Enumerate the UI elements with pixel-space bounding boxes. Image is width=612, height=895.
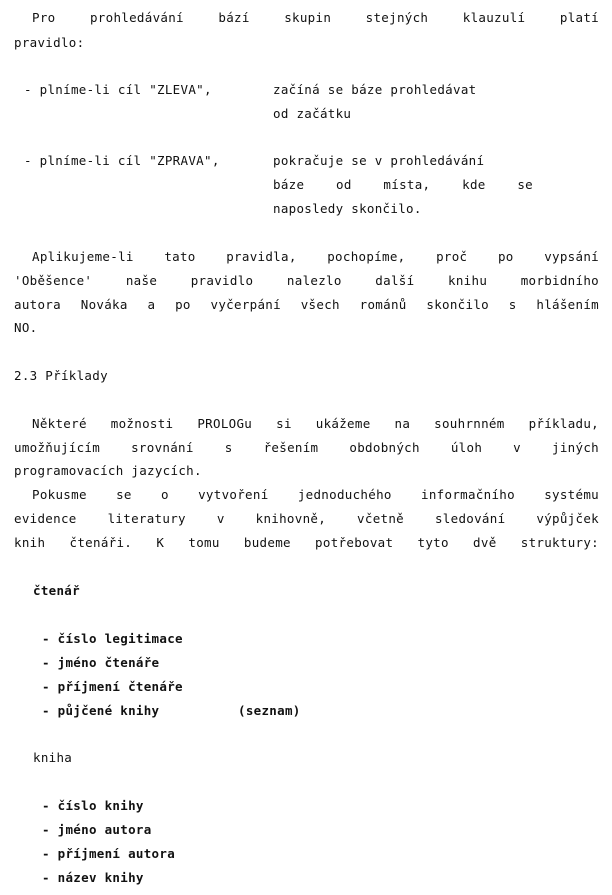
section-heading: 2.3 Příklady: [14, 368, 108, 383]
rule-1-prefix: - plníme-li cíl "ZLEVA",: [24, 82, 212, 97]
structure-2-field-2: - jméno autora: [42, 822, 152, 837]
rule-2-text-line-3: naposledy skončilo.: [273, 201, 422, 216]
rule-2-prefix: - plníme-li cíl "ZPRAVA",: [24, 153, 220, 168]
system-paragraph-line-1: Pokusme se o vytvoření jednoduchého informačního systému: [32, 487, 599, 502]
rule-2-text-line-1: pokračuje se v prohledávání: [273, 153, 485, 168]
application-paragraph-line-1: Aplikujeme-li tato pravidla, pochopíme, proč po vypsání: [32, 249, 599, 264]
structure-1-field-2: - jméno čtenáře: [42, 655, 160, 670]
rule-1-text-line-2: od začátku: [273, 106, 352, 121]
system-paragraph-line-3: knih čtenáři. K tomu budeme potřebovat tyto dvě struktury:: [14, 535, 599, 550]
structure-1-name: čtenář: [33, 583, 80, 598]
application-paragraph-line-4: NO.: [14, 320, 38, 335]
rules-intro-line-1: Pro prohledávání bází skupin stejných klauzulí platí: [32, 10, 599, 25]
rule-1-text-line-1: začíná se báze prohledávat: [273, 82, 477, 97]
examples-paragraph-line-1: Některé možnosti PROLOGu si ukážeme na souhrnném příkladu,: [32, 416, 599, 431]
structure-1-field-1: - číslo legitimace: [42, 631, 183, 646]
structure-2-name: kniha: [33, 750, 73, 765]
structure-1-field-4-note: (seznam): [238, 703, 301, 718]
rule-2-text-line-2: báze od místa, kde se: [273, 177, 533, 192]
examples-paragraph-line-2: umožňujícím srovnání s řešením obdobných úloh v jiných: [14, 440, 599, 455]
application-paragraph-line-2: 'Oběšence' naše pravidlo nalezlo další knihu morbidního: [14, 273, 599, 288]
application-paragraph-line-3: autora Nováka a po vyčerpání všech románů skončilo s hlášením: [14, 297, 599, 312]
system-paragraph-line-2: evidence literatury v knihovně, včetně sledování výpůjček: [14, 511, 599, 526]
structure-2-field-1: - číslo knihy: [42, 798, 144, 813]
structure-1-field-3: - příjmení čtenáře: [42, 679, 183, 694]
structure-2-field-3: - příjmení autora: [42, 846, 176, 861]
structure-1-field-4: - půjčené knihy: [42, 703, 160, 718]
rules-intro-line-2: pravidlo:: [14, 35, 85, 50]
structure-2-field-4: - název knihy: [42, 870, 144, 885]
examples-paragraph-line-3: programovacích jazycích.: [14, 463, 202, 478]
